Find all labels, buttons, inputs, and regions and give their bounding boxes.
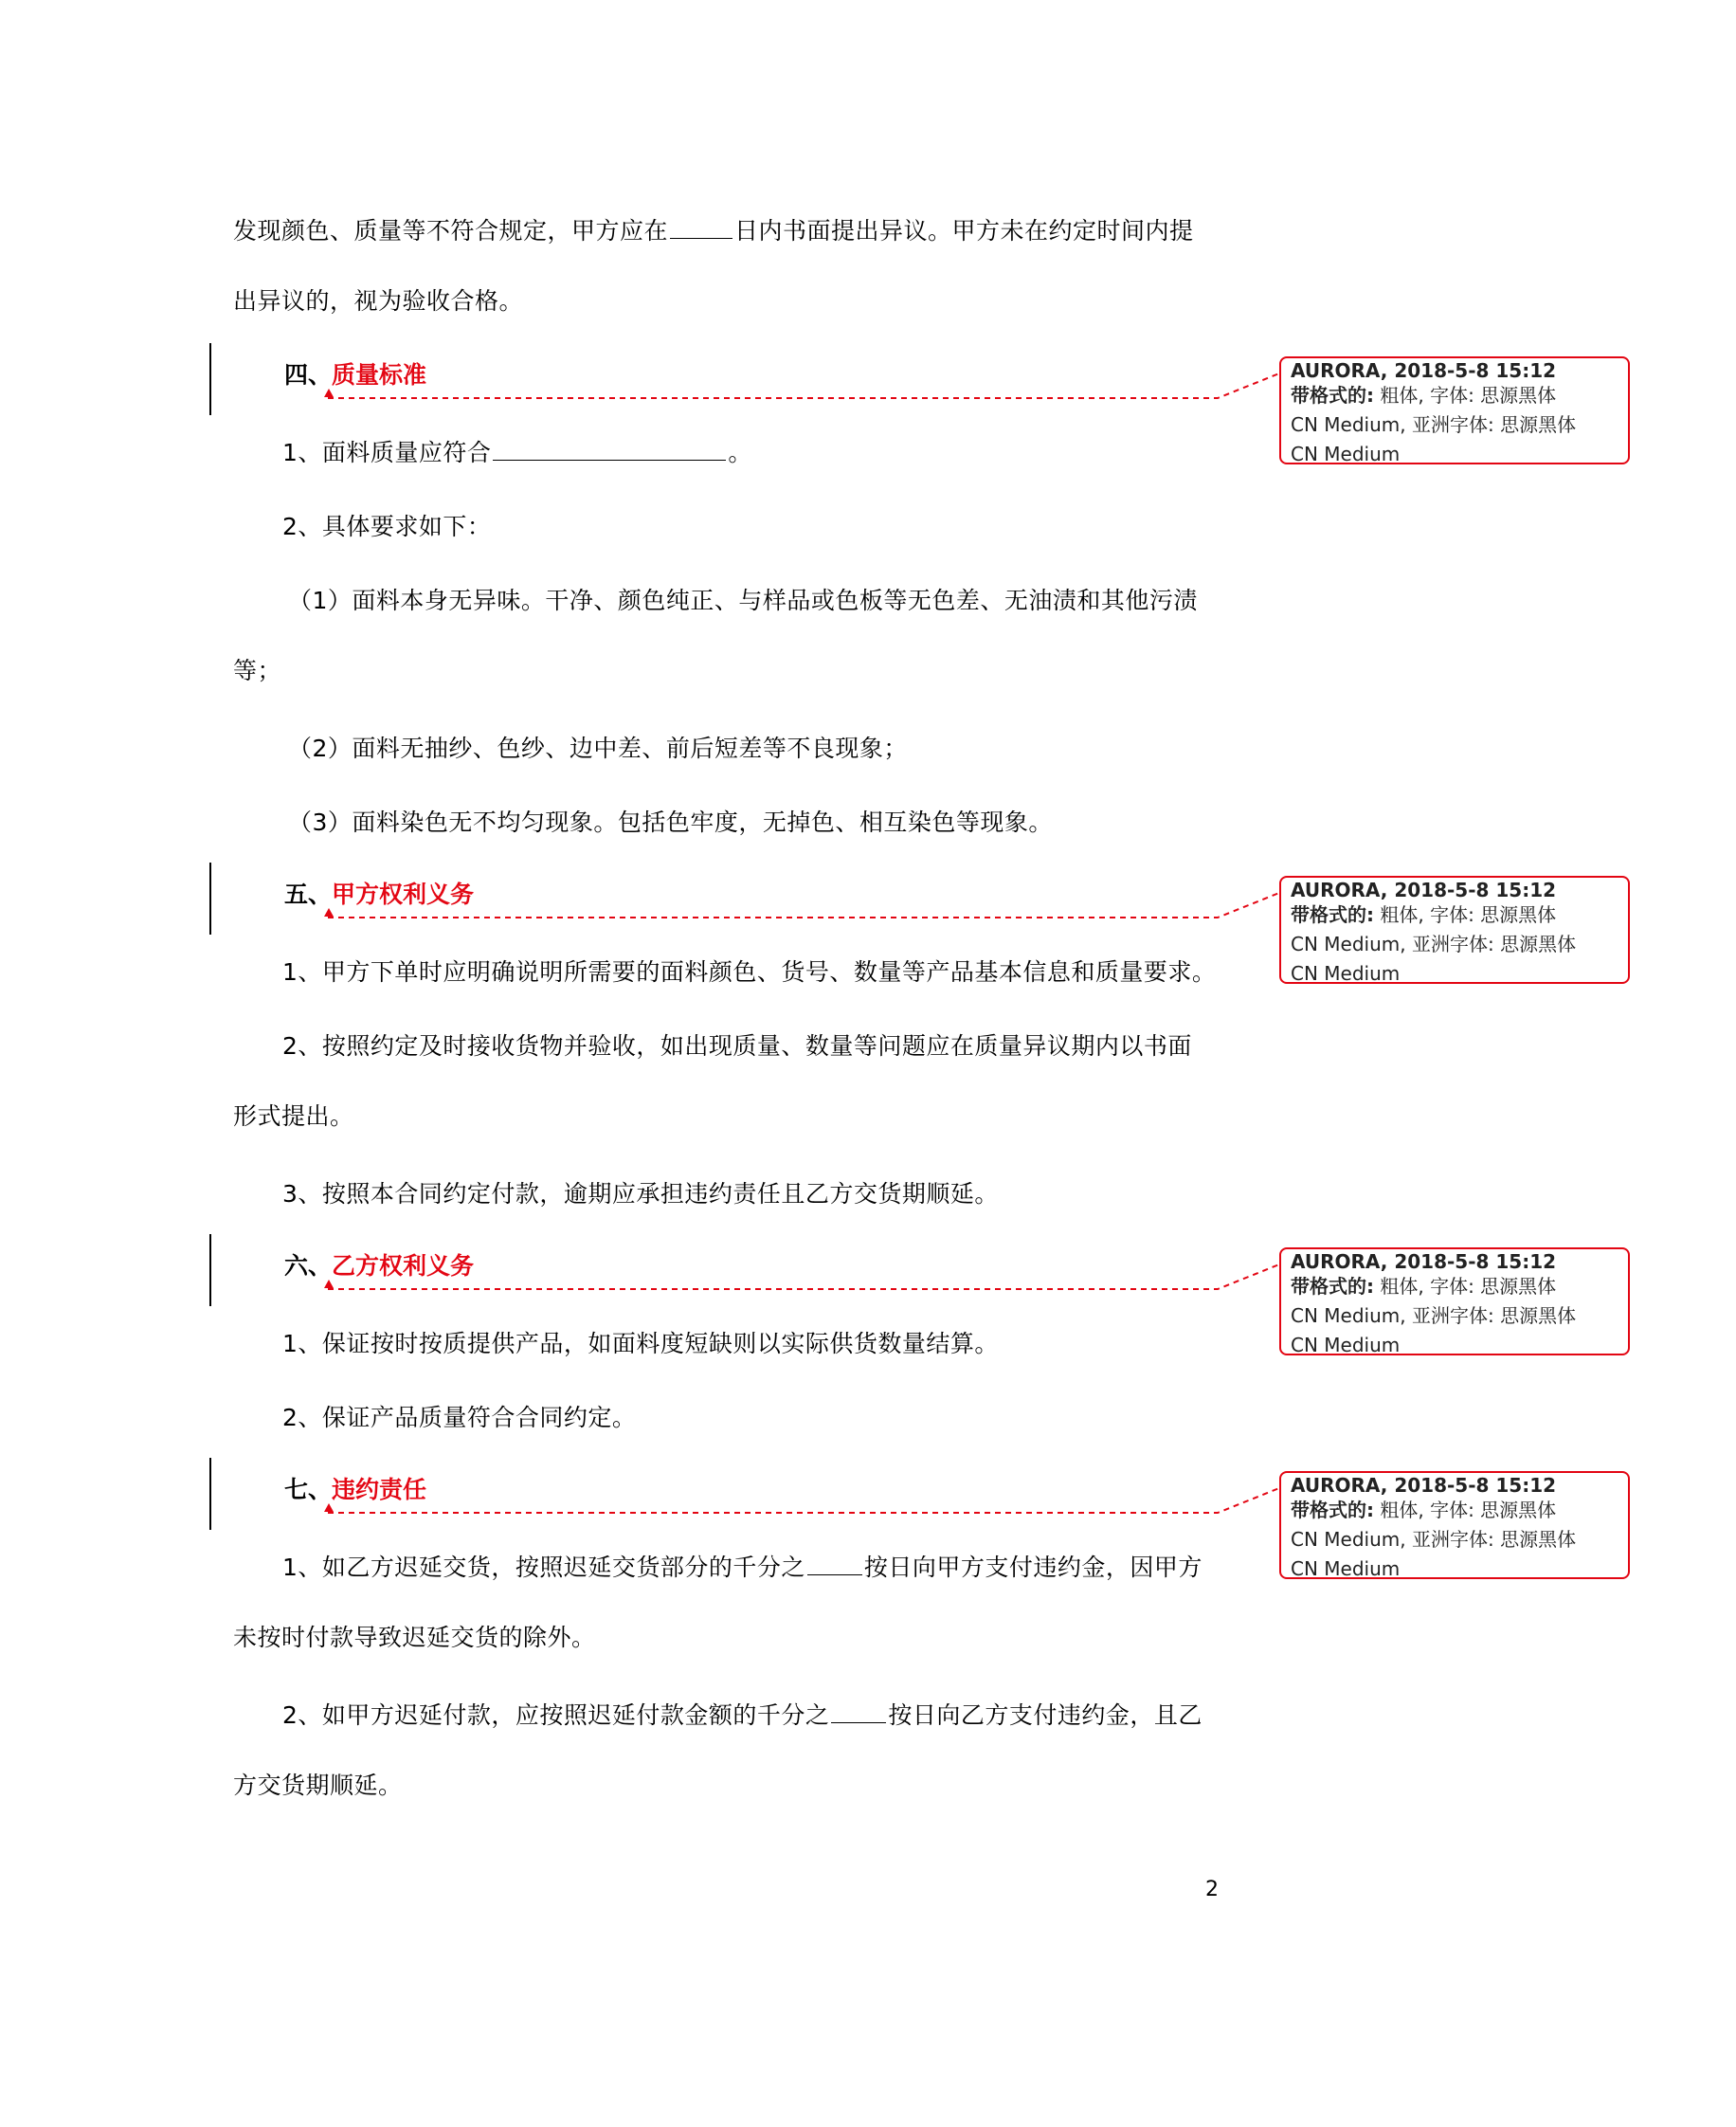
comment-text: CN Medium, 亚洲字体: 思源黑体 xyxy=(1291,933,1577,955)
paragraph-line: 2、具体要求如下： xyxy=(282,513,492,540)
text-run: 按日向甲方支付违约金，因甲方 xyxy=(863,1554,1203,1581)
comment-text: CN Medium xyxy=(1291,1557,1401,1580)
paragraph-line: 出异议的，视为验收合格。 xyxy=(233,287,524,315)
text-run: 发现颜色、质量等不符合规定，甲方应在 xyxy=(233,217,669,245)
connector-line xyxy=(328,1488,1279,1513)
comment-header: AURORA, 2018-5-8 15:12 xyxy=(1291,1250,1557,1273)
section-number: 六、 xyxy=(284,1252,333,1280)
section-title: 甲方权利义务 xyxy=(332,881,475,908)
paragraph-line: 1、甲方下单时应明确说明所需要的面料颜色、货号、数量等产品基本信息和质量要求。 xyxy=(282,958,1217,986)
comment-text: 粗体, 字体: 思源黑体 xyxy=(1380,1499,1557,1521)
section-number: 七、 xyxy=(284,1476,333,1503)
comment-label: 带格式的: xyxy=(1291,1275,1374,1298)
paragraph-line: 3、按照本合同约定付款，逾期应承担违约责任且乙方交货期顺延。 xyxy=(282,1180,999,1208)
comment-header: AURORA, 2018-5-8 15:12 xyxy=(1291,879,1557,901)
paragraph-line: 等； xyxy=(233,657,282,684)
paragraph-line: （2）面料无抽纱、色纱、边中差、前后短差等不良现象； xyxy=(288,735,908,762)
paragraph-line: （3）面料染色无不均匀现象。包括色牢度，无掉色、相互染色等现象。 xyxy=(288,809,1053,836)
paragraph-line: 方交货期顺延。 xyxy=(233,1772,403,1799)
comment-text: CN Medium, 亚洲字体: 思源黑体 xyxy=(1291,413,1577,436)
paragraph-line: 2、保证产品质量符合合同约定。 xyxy=(282,1404,637,1431)
comment-label: 带格式的: xyxy=(1291,903,1374,926)
comment-header: AURORA, 2018-5-8 15:12 xyxy=(1291,1474,1557,1497)
comment-text: 粗体, 字体: 思源黑体 xyxy=(1380,1275,1557,1298)
connector-line xyxy=(328,893,1279,918)
connector-line xyxy=(328,1264,1279,1289)
text-run: 按日向乙方支付违约金，且乙 xyxy=(888,1701,1203,1729)
connector-line xyxy=(328,373,1279,398)
paragraph-line: （1）面料本身无异味。干净、颜色纯正、与样品或色板等无色差、无油渍和其他污渍 xyxy=(288,587,1198,614)
section-title: 违约责任 xyxy=(332,1476,427,1503)
comment-text: 粗体, 字体: 思源黑体 xyxy=(1380,384,1557,407)
section-number: 四、 xyxy=(284,361,333,389)
paragraph-line: 1、保证按时按质提供产品，如面料度短缺则以实际供货数量结算。 xyxy=(282,1330,999,1357)
text-run: 1、如乙方迟延交货，按照迟延交货部分的千分之 xyxy=(282,1554,805,1581)
comment-text: CN Medium xyxy=(1291,443,1401,465)
text-run: 。 xyxy=(728,439,752,466)
text-run: 1、面料质量应符合 xyxy=(282,439,492,466)
text-run: 日内书面提出异议。甲方未在约定时间内提 xyxy=(734,217,1194,245)
text-run: 2、如甲方迟延付款，应按照迟延付款金额的千分之 xyxy=(282,1701,830,1729)
section-title: 质量标准 xyxy=(332,361,427,389)
paragraph-line: 2、按照约定及时接收货物并验收，如出现质量、数量等问题应在质量异议期内以书面 xyxy=(282,1032,1192,1060)
comment-text: CN Medium, 亚洲字体: 思源黑体 xyxy=(1291,1304,1577,1327)
comment-header: AURORA, 2018-5-8 15:12 xyxy=(1291,359,1557,382)
comment-text: CN Medium xyxy=(1291,962,1401,985)
paragraph-line: 形式提出。 xyxy=(233,1102,354,1130)
comment-text: 粗体, 字体: 思源黑体 xyxy=(1380,903,1557,926)
section-title: 乙方权利义务 xyxy=(332,1252,475,1280)
paragraph-line: 未按时付款导致迟延交货的除外。 xyxy=(233,1624,596,1651)
page-number: 2 xyxy=(1205,1878,1219,1901)
comment-label: 带格式的: xyxy=(1291,384,1374,407)
comment-label: 带格式的: xyxy=(1291,1499,1374,1521)
comment-text: CN Medium xyxy=(1291,1334,1401,1356)
comment-text: CN Medium, 亚洲字体: 思源黑体 xyxy=(1291,1528,1577,1551)
section-number: 五、 xyxy=(284,881,333,908)
